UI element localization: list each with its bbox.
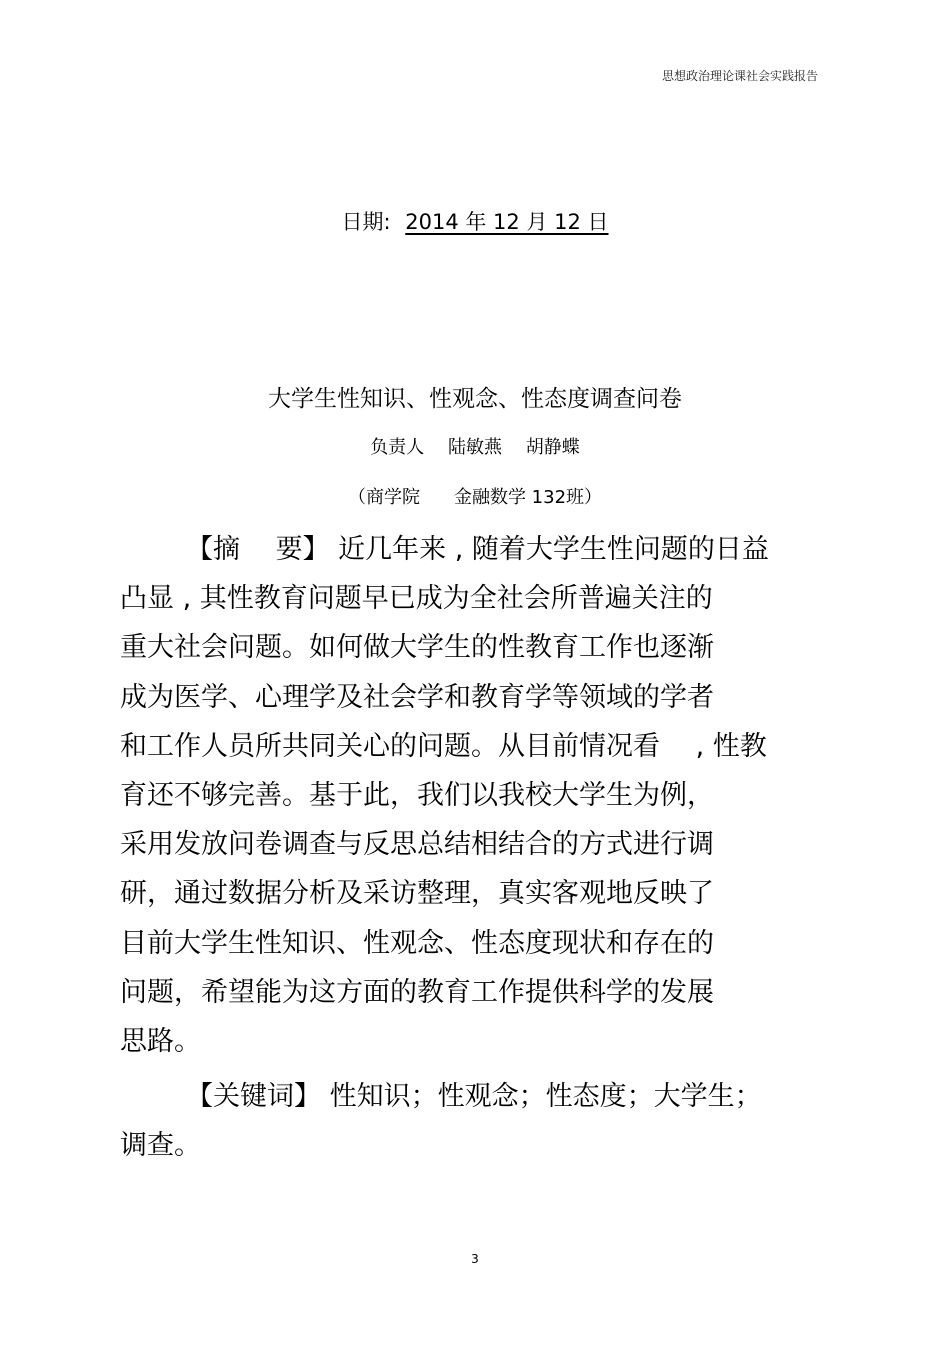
abstract-line: 和工作人员所共同关心的问题。从目前情况看 , 性教	[120, 730, 767, 762]
author-name: 陆敏燕	[448, 437, 502, 458]
abstract-line: 凸显 , 其性教育问题早已成为全社会所普遍关注的	[120, 583, 713, 615]
abstract-line: 重大社会问题。如何做大学生的性教育工作也逐渐	[120, 632, 714, 664]
authors-line	[0, 433, 950, 459]
keywords-line: 【关键词】 性知识；性观念；性态度；大学生；	[186, 1081, 762, 1113]
abstract-line: 问题，希望能为这方面的教育工作提供科学的发展	[120, 976, 714, 1008]
abstract-section	[120, 525, 840, 1170]
date-label: 日期:	[341, 210, 391, 234]
date-line	[0, 206, 950, 236]
affiliation-line	[0, 483, 950, 509]
keywords-line: 调查。	[120, 1130, 201, 1162]
abstract-line: 思路。	[120, 1025, 201, 1057]
date-value: 2014 年 12 月 12 日	[405, 210, 609, 234]
abstract-line: 成为医学、心理学及社会学和教育学等领域的学者	[120, 681, 714, 713]
author-role: 负责人	[370, 437, 425, 458]
author-name: 胡静蝶	[525, 437, 580, 458]
page-number: 3	[471, 1252, 479, 1266]
abstract-line: 【摘 要】 近几年来 , 随着大学生性问题的日益	[186, 534, 769, 565]
affiliation-class: 金融数学 132班）	[453, 487, 603, 508]
running-header: 思想政治理论课社会实践报告	[661, 69, 818, 83]
abstract-line: 育还不够完善。基于此，我们以我校大学生为例，	[120, 779, 714, 811]
abstract-line: 研，通过数据分析及采访整理，真实客观地反映了	[120, 878, 714, 910]
affiliation-school: （商学院	[347, 487, 420, 508]
document-title: 大学生性知识、性观念、性态度调查问卷	[268, 386, 682, 412]
abstract-line: 采用发放问卷调查与反思总结相结合的方式进行调	[120, 829, 714, 861]
abstract-line: 目前大学生性知识、性观念、性态度现状和存在的	[120, 927, 714, 959]
